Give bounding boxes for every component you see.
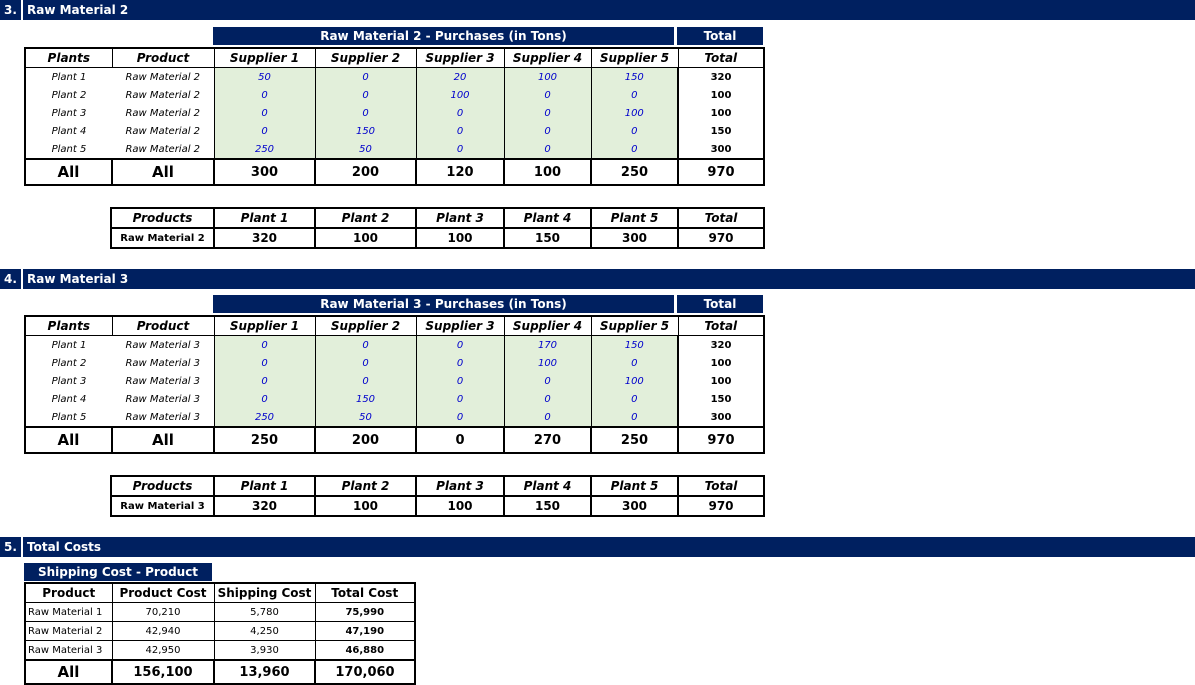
purchase-input-cell[interactable]: 0 bbox=[315, 354, 416, 372]
table-row bbox=[25, 390, 764, 408]
total-cell: All bbox=[25, 660, 112, 684]
purchase-input-cell[interactable]: 170 bbox=[504, 336, 591, 355]
plant-cell: Plant 3 bbox=[51, 375, 87, 387]
column-header: Plant 1 bbox=[214, 476, 315, 496]
table-row bbox=[25, 68, 764, 87]
total-cell: All bbox=[112, 427, 214, 453]
column-header: Plants bbox=[25, 316, 112, 336]
total-banner: Total bbox=[677, 295, 763, 313]
product-cell: Raw Material 2 bbox=[25, 622, 112, 641]
total-cell: All bbox=[112, 159, 214, 185]
purchase-input-cell[interactable]: 150 bbox=[591, 68, 678, 87]
purchase-input-cell[interactable]: 50 bbox=[214, 68, 315, 87]
table-row bbox=[25, 86, 764, 104]
column-header: Products bbox=[111, 208, 214, 228]
purchase-input-cell[interactable]: 20 bbox=[416, 68, 504, 87]
total-cell: 13,960 bbox=[214, 660, 315, 684]
row-total-cell: 320 bbox=[678, 336, 764, 355]
product-cell: Raw Material 3 bbox=[125, 411, 201, 423]
purchase-input-cell[interactable]: 0 bbox=[591, 122, 678, 140]
product-cell: Raw Material 2 bbox=[125, 143, 201, 155]
product-cell: Raw Material 3 bbox=[25, 641, 112, 661]
column-header: Supplier 2 bbox=[315, 48, 416, 68]
plant-cell: Plant 1 bbox=[51, 339, 87, 351]
purchase-input-cell[interactable]: 0 bbox=[416, 390, 504, 408]
table-row bbox=[25, 104, 764, 122]
product-cell: Raw Material 2 bbox=[125, 107, 201, 119]
summary-value-row bbox=[111, 228, 764, 248]
row-total-cell: 300 bbox=[678, 408, 764, 427]
product-cell: Raw Material 3 bbox=[125, 339, 201, 351]
purchase-input-cell[interactable]: 0 bbox=[214, 86, 315, 104]
purchase-input-cell[interactable]: 0 bbox=[315, 68, 416, 87]
purchase-input-cell[interactable]: 0 bbox=[416, 408, 504, 427]
plant-cell: Plant 2 bbox=[51, 357, 87, 369]
section-title: Raw Material 2 bbox=[27, 3, 129, 17]
summary-cell: 970 bbox=[678, 228, 764, 248]
cost-cell: 70,210 bbox=[112, 603, 214, 622]
column-header: Supplier 5 bbox=[591, 316, 678, 336]
purchase-input-cell[interactable]: 0 bbox=[315, 86, 416, 104]
column-header: Plants bbox=[25, 48, 112, 68]
column-header: Total Cost bbox=[315, 583, 415, 603]
table-row bbox=[25, 603, 415, 622]
summary-header-row bbox=[111, 208, 764, 228]
section-bar-total-costs bbox=[0, 537, 1195, 557]
purchase-input-cell[interactable]: 100 bbox=[416, 86, 504, 104]
purchase-input-cell[interactable]: 0 bbox=[214, 104, 315, 122]
purchase-input-cell[interactable]: 50 bbox=[315, 408, 416, 427]
total-cell: 100 bbox=[504, 159, 591, 185]
purchase-input-cell[interactable]: 150 bbox=[315, 390, 416, 408]
purchases-banner: Raw Material 2 - Purchases (in Tons) bbox=[213, 27, 674, 45]
plant-cell: Plant 2 bbox=[51, 89, 87, 101]
purchase-input-cell[interactable]: 0 bbox=[416, 336, 504, 355]
summary-cell: 150 bbox=[504, 496, 591, 516]
column-header: Total bbox=[678, 476, 764, 496]
product-cell: Raw Material 3 bbox=[125, 393, 201, 405]
summary-cell: 100 bbox=[416, 496, 504, 516]
table-row bbox=[25, 622, 415, 641]
section-number: 4. bbox=[0, 269, 23, 289]
row-total-cell: 100 bbox=[678, 372, 764, 390]
purchase-input-cell[interactable]: 250 bbox=[214, 140, 315, 159]
total-cell: 270 bbox=[504, 427, 591, 453]
column-header: Supplier 4 bbox=[504, 316, 591, 336]
rm3-purchases-table bbox=[24, 315, 765, 454]
table-row bbox=[25, 336, 764, 355]
purchase-input-cell[interactable]: 250 bbox=[214, 408, 315, 427]
purchase-input-cell[interactable]: 0 bbox=[504, 104, 591, 122]
row-total-cell: 100 bbox=[678, 86, 764, 104]
summary-cell: 150 bbox=[504, 228, 591, 248]
total-cell: 156,100 bbox=[112, 660, 214, 684]
purchase-input-cell[interactable]: 0 bbox=[416, 372, 504, 390]
purchase-input-cell[interactable]: 100 bbox=[591, 372, 678, 390]
purchase-input-cell[interactable]: 0 bbox=[315, 336, 416, 355]
column-header: Products bbox=[111, 476, 214, 496]
column-header: Supplier 3 bbox=[416, 316, 504, 336]
purchase-input-cell[interactable]: 0 bbox=[504, 408, 591, 427]
rm2-summary-table bbox=[110, 207, 765, 249]
purchase-input-cell[interactable]: 0 bbox=[214, 122, 315, 140]
header-row bbox=[25, 48, 764, 68]
summary-cell: 320 bbox=[214, 228, 315, 248]
plant-cell: Plant 4 bbox=[51, 125, 87, 137]
total-cell: 200 bbox=[315, 427, 416, 453]
table-row bbox=[25, 354, 764, 372]
total-cell: All bbox=[25, 427, 112, 453]
summary-cell: 100 bbox=[315, 228, 416, 248]
purchase-input-cell[interactable]: 0 bbox=[504, 390, 591, 408]
row-total-cell: 150 bbox=[678, 122, 764, 140]
column-header: Plant 5 bbox=[591, 208, 678, 228]
column-header: Plant 4 bbox=[504, 476, 591, 496]
all-total-row bbox=[25, 427, 764, 453]
all-total-row bbox=[25, 159, 764, 185]
plant-cell: Plant 5 bbox=[51, 143, 87, 155]
total-cell: 120 bbox=[416, 159, 504, 185]
purchase-input-cell[interactable]: 0 bbox=[591, 140, 678, 159]
rm2-purchases-table bbox=[24, 47, 765, 186]
total-costs-table bbox=[24, 582, 416, 685]
cost-cell: 42,950 bbox=[112, 641, 214, 661]
column-header: Supplier 3 bbox=[416, 48, 504, 68]
summary-cell: 300 bbox=[591, 228, 678, 248]
section-title: Raw Material 3 bbox=[27, 272, 129, 286]
column-header: Shipping Cost bbox=[214, 583, 315, 603]
column-header: Total bbox=[678, 316, 764, 336]
total-cell: All bbox=[25, 159, 112, 185]
purchase-input-cell[interactable]: 100 bbox=[504, 68, 591, 87]
section-bar-raw-material-2 bbox=[0, 0, 1195, 20]
purchase-input-cell[interactable]: 100 bbox=[504, 354, 591, 372]
section-number: 5. bbox=[0, 537, 23, 557]
plant-cell: Plant 1 bbox=[51, 71, 87, 83]
column-header: Supplier 1 bbox=[214, 48, 315, 68]
plant-cell: Plant 3 bbox=[51, 107, 87, 119]
cost-cell: 3,930 bbox=[214, 641, 315, 661]
cost-cell: 46,880 bbox=[315, 641, 415, 661]
purchase-input-cell[interactable]: 0 bbox=[591, 354, 678, 372]
summary-cell: 320 bbox=[214, 496, 315, 516]
purchase-input-cell[interactable]: 0 bbox=[214, 354, 315, 372]
table-row bbox=[25, 641, 415, 661]
purchases-banner: Raw Material 3 - Purchases (in Tons) bbox=[213, 295, 674, 313]
section-title: Total Costs bbox=[27, 540, 102, 554]
purchase-input-cell[interactable]: 0 bbox=[504, 122, 591, 140]
product-cell: Raw Material 2 bbox=[125, 89, 201, 101]
purchase-input-cell[interactable]: 150 bbox=[591, 336, 678, 355]
purchase-input-cell[interactable]: 0 bbox=[591, 86, 678, 104]
plant-cell: Plant 4 bbox=[51, 393, 87, 405]
row-total-cell: 300 bbox=[678, 140, 764, 159]
column-header: Plant 3 bbox=[416, 208, 504, 228]
section-bar-raw-material-3 bbox=[0, 269, 1195, 289]
column-header: Product Cost bbox=[112, 583, 214, 603]
purchase-input-cell[interactable]: 0 bbox=[416, 122, 504, 140]
purchase-input-cell[interactable]: 0 bbox=[591, 390, 678, 408]
product-cell: Raw Material 1 bbox=[25, 603, 112, 622]
purchase-input-cell[interactable]: 0 bbox=[591, 408, 678, 427]
product-cell: Raw Material 3 bbox=[125, 375, 201, 387]
purchase-input-cell[interactable]: 0 bbox=[315, 104, 416, 122]
product-cell: Raw Material 3 bbox=[125, 357, 201, 369]
total-cell: 970 bbox=[678, 427, 764, 453]
header-row bbox=[25, 316, 764, 336]
total-cell: 300 bbox=[214, 159, 315, 185]
summary-cell: 970 bbox=[678, 496, 764, 516]
plant-cell: Plant 5 bbox=[51, 411, 87, 423]
purchase-input-cell[interactable]: 0 bbox=[416, 104, 504, 122]
column-header: Supplier 2 bbox=[315, 316, 416, 336]
purchase-input-cell[interactable]: 0 bbox=[214, 372, 315, 390]
row-total-cell: 150 bbox=[678, 390, 764, 408]
cost-cell: 4,250 bbox=[214, 622, 315, 641]
purchase-input-cell[interactable]: 0 bbox=[504, 372, 591, 390]
total-cell: 200 bbox=[315, 159, 416, 185]
summary-value-row bbox=[111, 496, 764, 516]
shipping-cost-banner: Shipping Cost - Product bbox=[24, 563, 212, 581]
column-header: Product bbox=[112, 48, 214, 68]
purchase-input-cell[interactable]: 150 bbox=[315, 122, 416, 140]
purchase-input-cell[interactable]: 0 bbox=[214, 390, 315, 408]
table-row bbox=[25, 408, 764, 427]
column-header: Supplier 1 bbox=[214, 316, 315, 336]
summary-cell: 300 bbox=[591, 496, 678, 516]
column-header: Supplier 5 bbox=[591, 48, 678, 68]
purchase-input-cell[interactable]: 0 bbox=[315, 372, 416, 390]
all-total-row bbox=[25, 660, 415, 684]
summary-cell: Raw Material 3 bbox=[111, 496, 214, 516]
total-cell: 970 bbox=[678, 159, 764, 185]
cost-cell: 47,190 bbox=[315, 622, 415, 641]
table-row bbox=[25, 140, 764, 159]
product-cell: Raw Material 2 bbox=[125, 71, 201, 83]
header-row bbox=[25, 583, 415, 603]
purchase-input-cell[interactable]: 0 bbox=[504, 86, 591, 104]
summary-cell: 100 bbox=[416, 228, 504, 248]
summary-cell: 100 bbox=[315, 496, 416, 516]
row-total-cell: 320 bbox=[678, 68, 764, 87]
purchase-input-cell[interactable]: 0 bbox=[416, 140, 504, 159]
total-cell: 250 bbox=[214, 427, 315, 453]
purchase-input-cell[interactable]: 0 bbox=[504, 140, 591, 159]
column-header: Product bbox=[25, 583, 112, 603]
cost-cell: 75,990 bbox=[315, 603, 415, 622]
purchase-input-cell[interactable]: 0 bbox=[416, 354, 504, 372]
column-header: Supplier 4 bbox=[504, 48, 591, 68]
table-row bbox=[25, 122, 764, 140]
total-cell: 250 bbox=[591, 427, 678, 453]
column-header: Total bbox=[678, 208, 764, 228]
table-row bbox=[25, 372, 764, 390]
purchase-input-cell[interactable]: 100 bbox=[591, 104, 678, 122]
section-number: 3. bbox=[0, 0, 23, 20]
purchase-input-cell[interactable]: 50 bbox=[315, 140, 416, 159]
column-header: Plant 2 bbox=[315, 208, 416, 228]
purchase-input-cell[interactable]: 0 bbox=[214, 336, 315, 355]
total-cell: 250 bbox=[591, 159, 678, 185]
summary-header-row bbox=[111, 476, 764, 496]
column-header: Plant 2 bbox=[315, 476, 416, 496]
total-cell: 170,060 bbox=[315, 660, 415, 684]
row-total-cell: 100 bbox=[678, 104, 764, 122]
column-header: Plant 3 bbox=[416, 476, 504, 496]
cost-cell: 42,940 bbox=[112, 622, 214, 641]
row-total-cell: 100 bbox=[678, 354, 764, 372]
summary-cell: Raw Material 2 bbox=[111, 228, 214, 248]
column-header: Plant 4 bbox=[504, 208, 591, 228]
total-banner: Total bbox=[677, 27, 763, 45]
product-cell: Raw Material 2 bbox=[125, 125, 201, 137]
cost-cell: 5,780 bbox=[214, 603, 315, 622]
rm3-summary-table bbox=[110, 475, 765, 517]
column-header: Plant 5 bbox=[591, 476, 678, 496]
column-header: Product bbox=[112, 316, 214, 336]
column-header: Total bbox=[678, 48, 764, 68]
total-cell: 0 bbox=[416, 427, 504, 453]
column-header: Plant 1 bbox=[214, 208, 315, 228]
